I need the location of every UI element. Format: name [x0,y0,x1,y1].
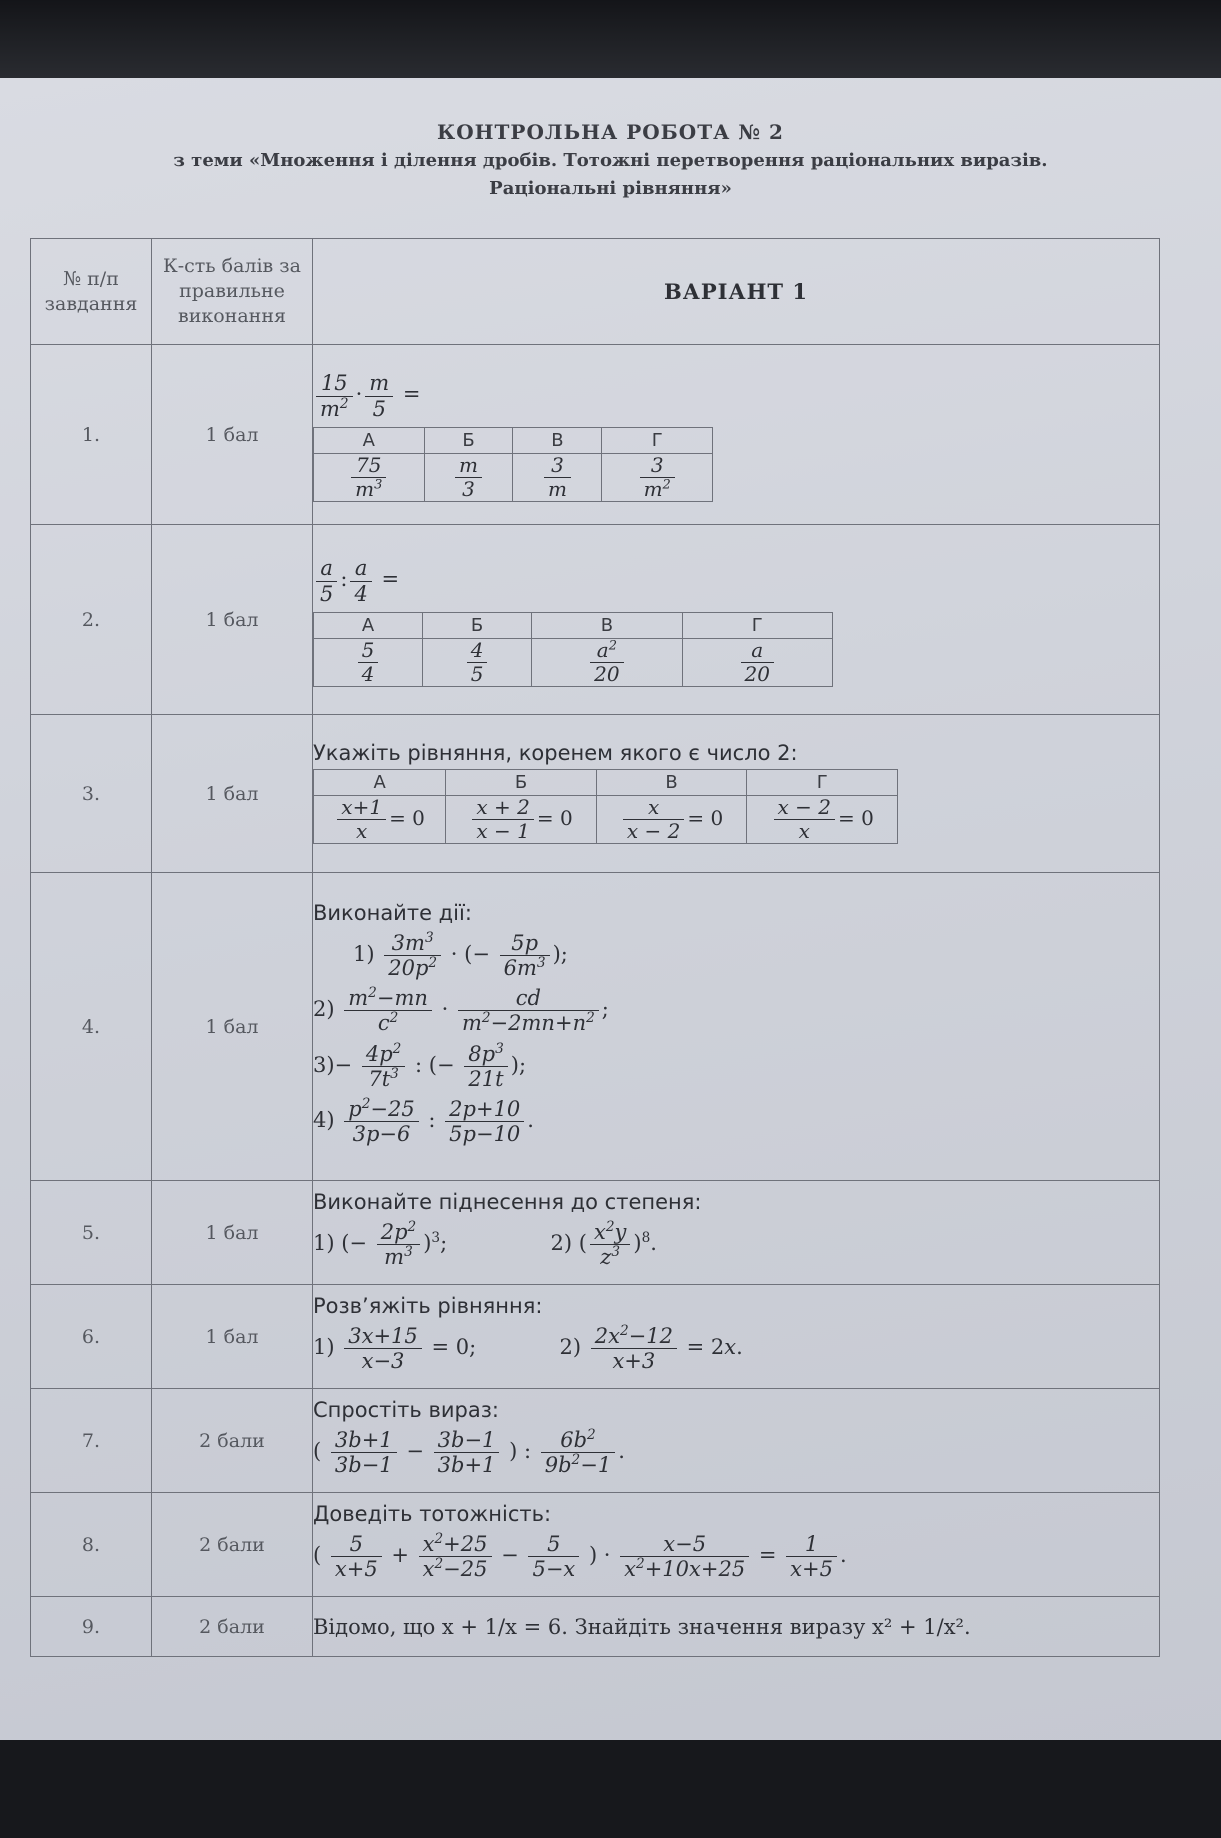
option-a: $\frac{5}{4}$ [314,638,423,686]
task-content [313,1597,1160,1657]
option-b: $\frac{4}{5}$ [423,638,532,686]
task-points: 1 бал [152,715,313,873]
answer-table: А Б В Г $\frac{75}{m^3}$ $\frac{m}{3}$ $\frac{3}{m}$ $\frac{3}{m^2}$ [313,427,713,502]
task-item-4: 4) $\frac{p^2-25}{3p-6}$ : $\frac{2p+10}{5p-10}$ . [313,1095,534,1146]
header-task-number: № п/п завдання [31,239,152,345]
task-content [313,715,1160,873]
task-content [313,1181,1160,1285]
task-prompt: Виконайте дії: [313,900,472,925]
task-points: 1 бал [152,873,313,1181]
task-prompt: Розв’яжіть рівняння: [313,1293,543,1318]
option-d: $\frac{x - 2}{x}$ = 0 [747,796,898,844]
option-c: $\frac{a^2}{20}$ [532,638,682,686]
task-row-4 [31,873,1160,1181]
task-row-1 [31,345,1160,525]
task-row-5 [31,1181,1160,1285]
task-prompt: Відомо, що x + 1/x = 6. Знайдіть значення виразу x² + 1/x². [313,1614,971,1639]
task-content [313,525,1160,715]
title-line-3: Раціональні рівняння» [489,178,732,199]
task-number: 2. [31,525,152,715]
photo-background-top [0,0,1221,80]
task-expression: $\frac{15}{m^2}$ · $\frac{m}{5}$ = [313,371,1159,420]
task-expression: $\frac{a}{5}$ : $\frac{a}{4}$ = [313,556,1159,605]
task-row-7 [31,1389,1160,1493]
header-row [31,239,1160,345]
option-a: $\frac{x+1}{x}$ = 0 [314,796,446,844]
variant-label: ВАРІАНТ 1 [313,239,1160,345]
task-row-9 [31,1597,1160,1657]
task-number: 5. [31,1181,152,1285]
task-row-8 [31,1493,1160,1597]
title-line-1: КОНТРОЛЬНА РОБОТА № 2 [437,120,784,144]
task-expression: ( $\frac{3b+1}{3b-1}$ − $\frac{3b-1}{3b+1}$ ) : $\frac{6b^2}{9b^2-1}$ . [313,1426,625,1477]
task-item-2: 2) $\frac{m^2-mn}{c^2}$ · $\frac{cd}{m^2-2mn+n^2}$ ; [313,985,609,1036]
worksheet-page [0,78,1221,1748]
option-c: $\frac{x}{x - 2}$ = 0 [596,796,747,844]
photo-background-bottom [0,1740,1221,1838]
task-row-2 [31,525,1160,715]
task-content [313,345,1160,525]
option-a: $\frac{75}{m^3}$ [314,453,425,501]
option-c: $\frac{3}{m}$ [513,453,602,501]
task-number: 1. [31,345,152,525]
task-item-3: 3)− $\frac{4p^2}{7t^3}$ : (− $\frac{8p^3}{21t}$ ); [313,1040,527,1091]
answer-table: А Б В Г $\frac{x+1}{x}$ = 0 $\frac{x + 2}{x - 1}$ = 0 $\frac{x}{x - 2}$ = 0 $\frac{x - 2}{x}$ = 0 [313,769,898,844]
task-points: 2 бали [152,1493,313,1597]
option-d: $\frac{a}{20}$ [682,638,832,686]
option-b: $\frac{m}{3}$ [424,453,513,501]
task-prompt: Доведіть тотожність: [313,1501,552,1526]
task-content [313,873,1160,1181]
task-prompt: Укажіть рівняння, коренем якого є число 2: [313,741,798,765]
header-points: К-сть балів за правильне виконання [152,239,313,345]
task-expression: ( $\frac{5}{x+5}$ + $\frac{x^2+25}{x^2-25}$ − $\frac{5}{5-x}$ ) · $\frac{x-5}{x^2+10x+25}$ = $\frac{1}{x+5}$ . [313,1530,847,1581]
task-prompt: Спростіть вираз: [313,1397,499,1422]
task-number: 6. [31,1285,152,1389]
tasks-table [30,238,1160,1657]
task-points: 2 бали [152,1389,313,1493]
task-points: 1 бал [152,525,313,715]
task-prompt: Виконайте піднесення до степеня: [313,1189,702,1214]
task-items: 1) (− $\frac{2p^2}{m^3}$ )$^3$; 2) ( $\frac{x^2y}{z^3}$ )$^8$. [313,1218,657,1269]
task-items: 1) $\frac{3x+15}{x-3}$ = 0; 2) $\frac{2x^2-12}{x+3}$ = 2x. [313,1322,743,1373]
task-points: 1 бал [152,1181,313,1285]
option-d: $\frac{3}{m^2}$ [602,453,713,501]
option-b: $\frac{x + 2}{x - 1}$ = 0 [446,796,597,844]
title-line-2: з теми «Множення і ділення дробів. Тотожні перетворення раціональних виразів. [173,150,1048,171]
answer-table: А Б В Г $\frac{5}{4}$ $\frac{4}{5}$ $\frac{a^2}{20}$ $\frac{a}{20}$ [313,612,833,687]
task-row-6 [31,1285,1160,1389]
task-number: 9. [31,1597,152,1657]
task-item-1: 1) $\frac{3m^3}{20p^2}$ · (− $\frac{5p}{6m^3}$ ); [353,929,568,981]
task-points: 2 бали [152,1597,313,1657]
task-content [313,1493,1160,1597]
task-points: 1 бал [152,345,313,525]
task-number: 4. [31,873,152,1181]
task-number: 3. [31,715,152,873]
task-number: 7. [31,1389,152,1493]
task-number: 8. [31,1493,152,1597]
task-content [313,1285,1160,1389]
task-content [313,1389,1160,1493]
task-points: 1 бал [152,1285,313,1389]
task-row-3 [31,715,1160,873]
